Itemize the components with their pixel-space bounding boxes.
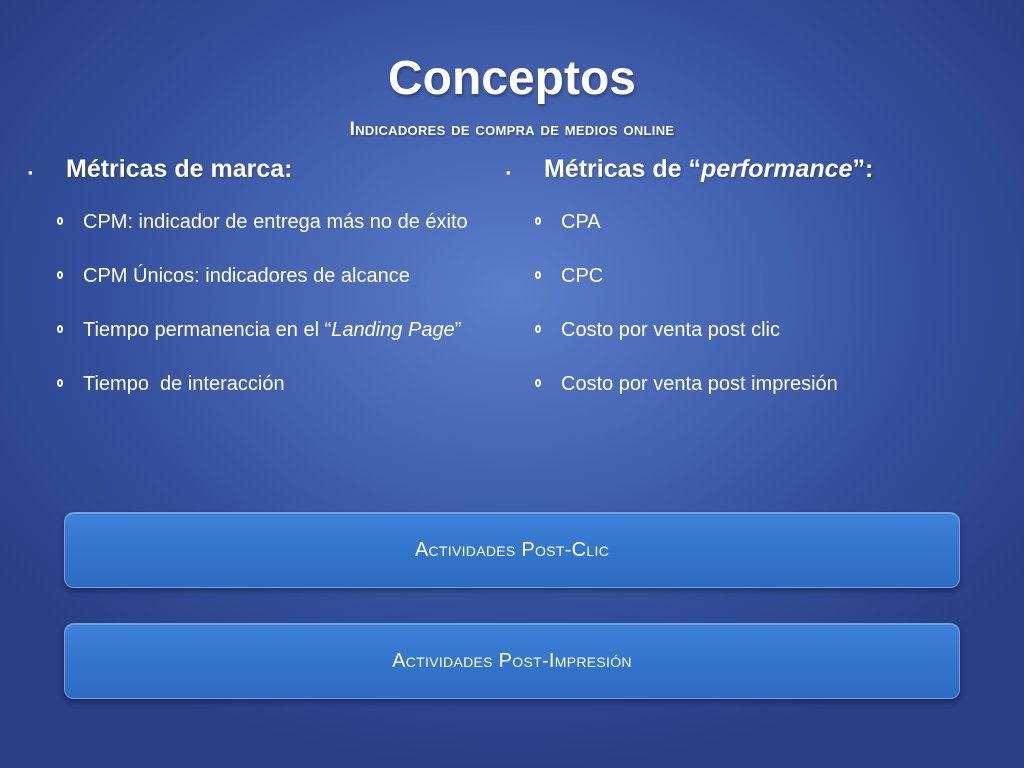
square-bullet-icon: ▪ [28, 165, 33, 180]
list-item-text: CPC [561, 265, 604, 287]
list-item-text: CPM: indicador de entrega más no de éxito [83, 211, 468, 233]
circle-bullet-icon [37, 369, 83, 387]
performance-metrics-list [506, 207, 976, 400]
list-item-text: CPM Únicos: indicadores de alcance [83, 265, 410, 287]
circle-bullet-icon [37, 261, 83, 279]
square-bullet-icon: ▪ [506, 165, 511, 180]
list-item-text: Tiempo permanencia en el “Landing Page” [83, 319, 462, 341]
list-item [28, 261, 498, 292]
circle-bullet-icon [515, 315, 561, 333]
performance-metrics-heading: Métricas de “performance”: [544, 155, 874, 183]
brand-metrics-list [28, 207, 498, 400]
brand-metrics-heading: Métricas de marca: [66, 155, 293, 183]
list-item [506, 261, 976, 292]
banner-label: Actividades Post-Impresión [392, 649, 632, 672]
list-item-text: CPA [561, 211, 601, 233]
slide-title: Conceptos [387, 52, 636, 105]
circle-bullet-icon [37, 207, 83, 225]
list-item [28, 369, 498, 400]
left-column [28, 150, 498, 423]
right-heading-row [506, 150, 976, 188]
circle-bullet-icon [37, 315, 83, 333]
slide-subtitle: Indicadores de compra de medios online [349, 119, 675, 140]
list-item-text: Costo por venta post impresión [561, 373, 838, 395]
post-impression-activities-banner[interactable] [64, 623, 960, 699]
list-item [28, 207, 498, 238]
list-item-text: Tiempo de interacción [83, 373, 285, 395]
list-item [506, 207, 976, 238]
circle-bullet-icon [515, 207, 561, 225]
list-item-text: Costo por venta post clic [561, 319, 780, 341]
right-column [506, 150, 976, 423]
list-item [28, 315, 498, 346]
left-heading-row [28, 150, 498, 188]
circle-bullet-icon [515, 369, 561, 387]
list-item [506, 315, 976, 346]
post-click-activities-banner[interactable] [64, 512, 960, 588]
list-item [506, 369, 976, 400]
circle-bullet-icon [515, 261, 561, 279]
banner-label: Actividades Post-Clic [414, 538, 610, 561]
